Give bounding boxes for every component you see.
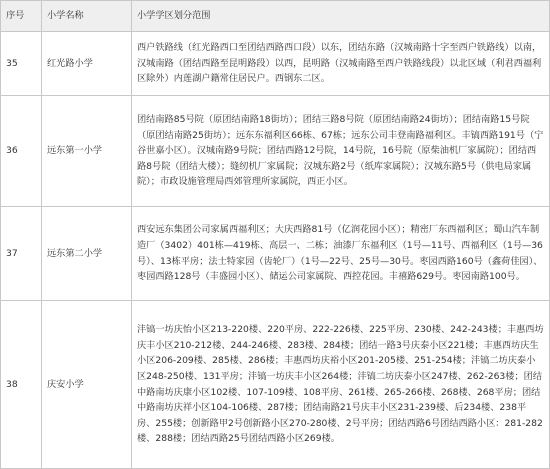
table-row — [1, 32, 550, 96]
row-number: 38 — [1, 301, 42, 469]
table-row — [1, 96, 550, 207]
table-header-row — [1, 1, 550, 32]
district-area: 沣镐一坊庆怡小区213-220楼、220平房、222-226楼、225平房、230楼、242-243楼；丰惠西坊庆丰小区210-212楼、244-246楼、283楼、284楼；团结一路3号庆泰小区221楼；丰惠西坊庆生小区206-209楼、285楼、286楼；丰惠西坊庆裕小区201-205楼、251-254楼；沣镐二坊庆泰小区248-250楼、131平房；沣镐一坊庆丰小区264楼；沣镐二坊庆泰小区247楼、262-263楼；团结中路南坊庆康小区102楼、107-109楼、108平房、261楼、265-266楼、268楼、268平房；团结中路南坊庆祥小区104-106楼、287楼；团结南路21号庆丰小区231-239楼、后234楼、238平房、255楼；创新路甲2号创新路小区270-280楼、2号平房；团结西路6号团结西路小区：281-282楼、288楼；团结西路25号团结西路小区269楼。 — [132, 301, 550, 469]
school-name: 远东第二小学 — [42, 207, 132, 301]
header-school-name: 小学名称 — [42, 1, 132, 32]
district-area: 西安远东集团公司家属西福利区；大庆西路81号（亿润花园小区）；精密厂东西福利区；蜀山汽车制造厂（3402）401栋—419栋、高层一、二栋；油漆厂东福利区（1号—11号、西福利区（1号—36号）、13栋平房；法士特家园（齿轮厂）（1号—22号、25号—30号。枣园西路160号（鑫荷佳园）、枣园西路128号（丰盛园小区）、储运公司家属院、西控花园。丰禧路629号。枣园南路100号。 — [132, 207, 550, 301]
school-name: 远东第一小学 — [42, 96, 132, 207]
row-number: 35 — [1, 32, 42, 96]
row-number: 37 — [1, 207, 42, 301]
header-no: 序号 — [1, 1, 42, 32]
table-row — [1, 301, 550, 469]
school-name: 庆安小学 — [42, 301, 132, 469]
school-name: 红光路小学 — [42, 32, 132, 96]
district-area: 团结南路85号院（原团结南路18街坊）；团结三路8号院（原团结南路24街坊）；团结南路15号院（原团结南路25街坊）；远东东福利区66栋、67栋；远东公司丰登南路福利区。丰镐西路191号（宁谷世嘉小区）。汉城南路9号院；团结西路12号院，14号院，16号院（原柴油机厂家属院）；团结西路8号院（团结大楼）；缝纫机厂家属院；汉城东路2号（纸库家属院）；汉城东路5号（供电局家属院）；市政设施管理局西郊管理所家属院，西正小区。 — [132, 96, 550, 207]
row-number: 36 — [1, 96, 42, 207]
district-area: 西户铁路线（红光路西口至团结西路西口段）以东，团结东路（汉城南路十字至西户铁路线）以南，汉城南路（团结西路至昆明路段）以西，昆明路（汉城南路至西户铁路线段）以北区域（利君西福利区除外）内莲湖户籍常住居民户。西钢东二区。 — [132, 32, 550, 96]
header-district-area: 小学学区划分范围 — [132, 1, 550, 32]
table-row — [1, 207, 550, 301]
